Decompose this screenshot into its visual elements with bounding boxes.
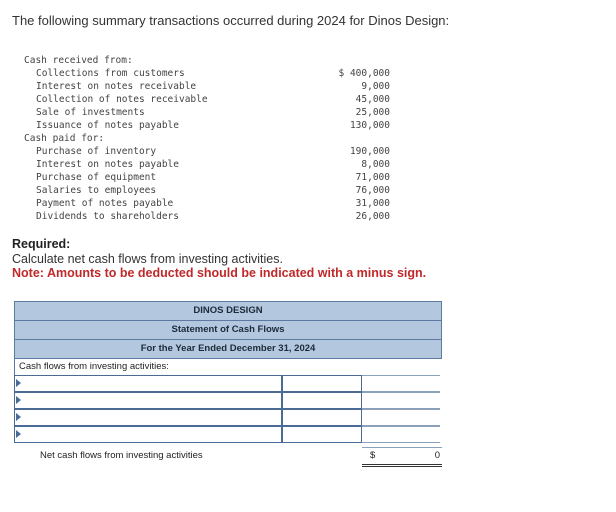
required-note: Note: Amounts to be deducted should be indicated with a minus sign.	[12, 266, 427, 280]
transaction-amount: 25,000	[355, 107, 390, 118]
transaction-label: Purchase of equipment	[36, 172, 157, 183]
transaction-amount: 26,000	[355, 211, 390, 222]
investing-section-label: Cash flows from investing activities:	[14, 359, 187, 375]
total-cell	[362, 392, 440, 409]
dropdown-marker-icon	[16, 430, 21, 438]
transaction-amount: 190,000	[349, 146, 390, 157]
company-name: DINOS DESIGN	[14, 301, 442, 320]
net-cash-value: 0	[434, 450, 440, 461]
total-cell	[362, 409, 440, 426]
transaction-amount: 71,000	[355, 172, 390, 183]
input-row	[14, 426, 442, 443]
transaction-label: Collection of notes receivable	[36, 94, 208, 105]
dropdown-marker-icon	[16, 379, 21, 387]
transaction-label: Interest on notes payable	[36, 159, 179, 170]
cash-flow-statement	[14, 301, 442, 465]
statement-title: Statement of Cash Flows	[14, 320, 442, 339]
input-row	[14, 409, 442, 426]
transaction-amount: 8,000	[361, 159, 390, 170]
amount-input[interactable]	[282, 409, 362, 426]
transaction-label: Sale of investments	[36, 107, 145, 118]
transaction-label: Collections from customers	[36, 68, 185, 79]
transaction-amount: $ 400,000	[338, 68, 390, 79]
dropdown-marker-icon	[16, 413, 21, 421]
line-item-input[interactable]	[14, 426, 282, 443]
amount-input[interactable]	[282, 392, 362, 409]
line-item-input[interactable]	[14, 375, 282, 392]
total-cell	[362, 426, 440, 443]
total-cell	[362, 375, 440, 392]
transactions-block	[24, 54, 406, 223]
transaction-label: Issuance of notes payable	[36, 120, 179, 131]
cash-paid-title: Cash paid for:	[24, 133, 105, 144]
transaction-amount: 76,000	[355, 185, 390, 196]
net-currency: $	[370, 450, 376, 461]
required-title: Required:	[12, 237, 71, 251]
transaction-label: Dividends to shareholders	[36, 211, 179, 222]
net-cash-label: Net cash flows from investing activities	[40, 450, 203, 461]
transaction-label: Purchase of inventory	[36, 146, 157, 157]
statement-period: For the Year Ended December 31, 2024	[14, 339, 442, 359]
amount-input[interactable]	[282, 426, 362, 443]
intro-text: The following summary transactions occurred during 2024 for Dinos Design:	[12, 13, 450, 28]
required-text: Calculate net cash flows from investing activities.	[12, 252, 283, 266]
transaction-amount: 45,000	[355, 94, 390, 105]
amount-input[interactable]	[282, 375, 362, 392]
transaction-amount: 9,000	[361, 81, 390, 92]
dropdown-marker-icon	[16, 396, 21, 404]
transaction-label: Salaries to employees	[36, 185, 157, 196]
transaction-amount: 31,000	[355, 198, 390, 209]
cash-received-title: Cash received from:	[24, 55, 133, 66]
transaction-label: Interest on notes receivable	[36, 81, 197, 92]
transaction-amount: 130,000	[349, 120, 390, 131]
line-item-input[interactable]	[14, 409, 282, 426]
input-row	[14, 375, 442, 392]
transaction-label: Payment of notes payable	[36, 198, 174, 209]
net-cash-row	[14, 447, 442, 465]
input-row	[14, 392, 442, 409]
line-item-input[interactable]	[14, 392, 282, 409]
